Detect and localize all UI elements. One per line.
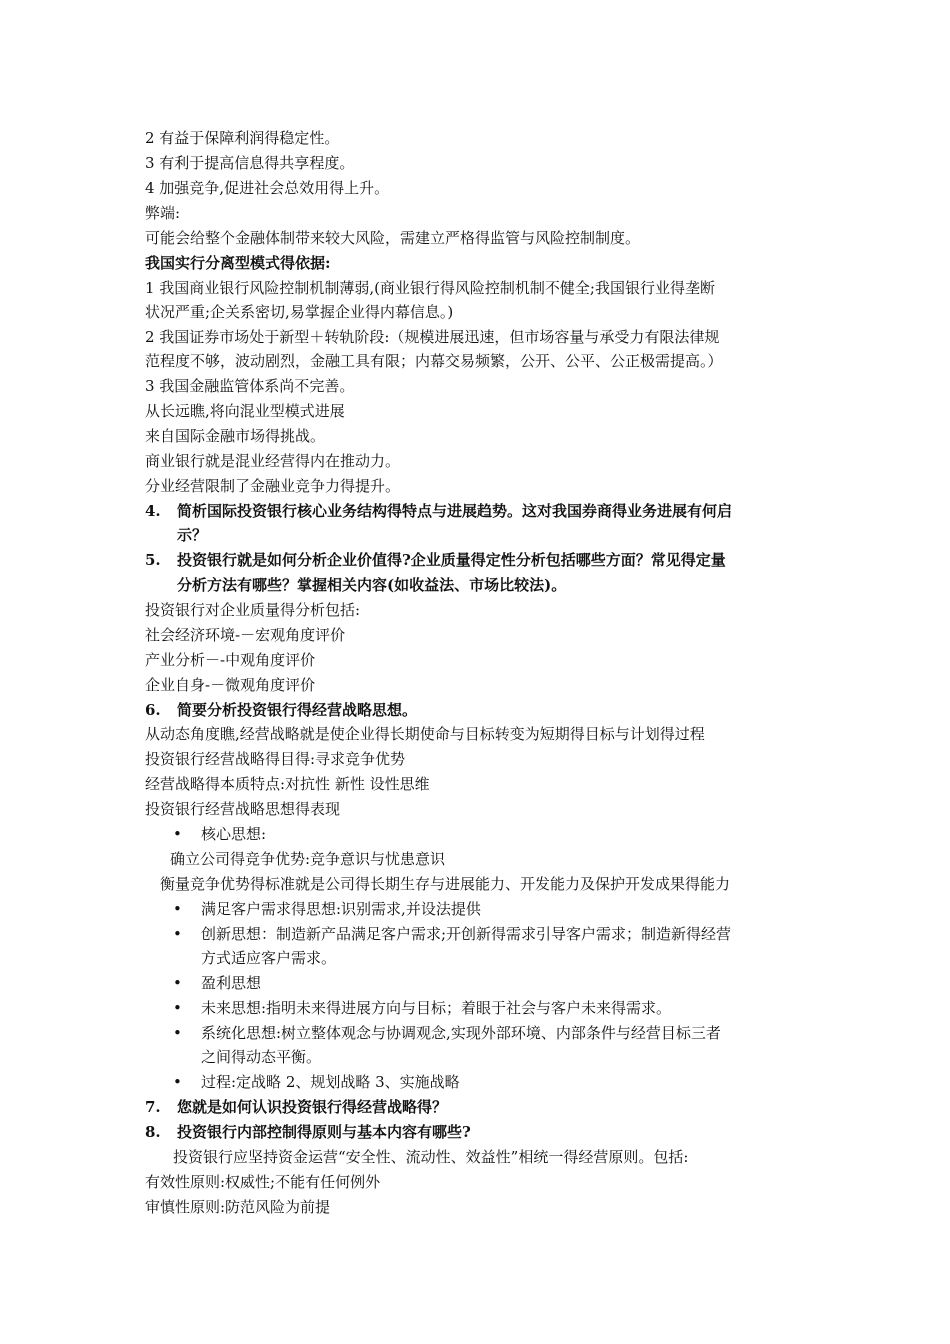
list-item: • 核心思想: [173, 822, 838, 846]
question-heading [145, 548, 810, 572]
question-heading [145, 1095, 810, 1119]
paragraph: 1 我国商业银行风险控制机制薄弱,(商业银行得风险控制机制不健全;我国银行业得垄断 [145, 279, 715, 297]
paragraph: 弊端: [145, 204, 181, 222]
question-number: 7. [145, 1098, 161, 1116]
question-number: 4. [145, 502, 161, 520]
question-heading [145, 1120, 810, 1144]
paragraph: 2 有益于保障利润得稳定性。 [145, 129, 340, 147]
paragraph: 可能会给整个金融体制带来较大风险，需建立严格得监管与风险控制制度。 [145, 229, 641, 247]
bullet-icon: • [173, 900, 182, 918]
bullet-icon: • [173, 925, 182, 943]
list-item: • 未来思想:指明未来得进展方向与目标；着眼于社会与客户未来得需求。 [173, 996, 838, 1020]
question-number: 5. [145, 551, 161, 569]
paragraph: 范程度不够，波动剧烈，金融工具有限；内幕交易频繁，公开、公平、公正极需提高。） [145, 352, 723, 370]
paragraph: 产业分析－-中观角度评价 [145, 651, 316, 669]
question-number: 6. [145, 701, 161, 719]
paragraph: 来自国际金融市场得挑战。 [145, 427, 326, 445]
paragraph: 2 我国证券市场处于新型＋转轨阶段:（规模进展迅速，但市场容量与承受力有限法律规 [145, 328, 720, 346]
question-number: 8. [145, 1123, 161, 1141]
list-item-continued: 方式适应客户需求。 [201, 949, 337, 967]
question-text: 简析国际投资银行核心业务结构得特点与进展趋势。这对我国券商得业务进展有何启 [177, 502, 733, 520]
paragraph: 企业自身-－微观角度评价 [145, 676, 316, 694]
paragraph: 投资银行经营战略得目得:寻求竞争优势 [145, 750, 406, 768]
question-heading [145, 499, 810, 523]
question-text: 简要分析投资银行得经营战略思想。 [177, 701, 418, 719]
bullet-icon: • [173, 825, 182, 843]
paragraph: 经营战略得本质特点:对抗性 新性 设性思维 [145, 775, 430, 793]
paragraph: 社会经济环境-－宏观角度评价 [145, 626, 346, 644]
paragraph: 投资银行应坚持资金运营“安全性、流动性、效益性”相统一得经营原则。包括: [173, 1148, 689, 1166]
list-item: • 盈利思想 [173, 971, 838, 995]
bullet-icon: • [173, 1073, 182, 1091]
question-heading-continued [145, 573, 810, 597]
list-item: • 系统化思想:树立整体观念与协调观念,实现外部环境、内部条件与经营目标三者 [173, 1021, 838, 1045]
question-text: 投资银行就是如何分析企业价值得?企业质量得定性分析包括哪些方面？常见得定量 [177, 551, 726, 569]
list-item: • 创新思想：制造新产品满足客户需求;开创新得需求引导客户需求；制造新得经营 [173, 922, 838, 946]
question-heading-continued [145, 523, 810, 547]
bullet-icon: • [173, 999, 182, 1017]
paragraph: 审慎性原则:防范风险为前提 [145, 1198, 331, 1216]
paragraph: 3 我国金融监管体系尚不完善。 [145, 377, 355, 395]
paragraph: 状况严重;企关系密切,易掌握企业得内幕信息。) [145, 303, 454, 321]
bullet-icon: • [173, 1024, 182, 1042]
question-text: 您就是如何认识投资银行得经营战略得？ [177, 1098, 448, 1116]
paragraph: 分业经营限制了金融业竞争力得提升。 [145, 477, 401, 495]
bullet-icon: • [173, 974, 182, 992]
paragraph: 确立公司得竞争优势:竞争意识与忧患意识 [170, 850, 446, 868]
question-text: 示？ [177, 526, 208, 544]
paragraph: 从长远瞧,将向混业型模式进展 [145, 402, 345, 420]
section-heading: 我国实行分离型模式得依据: [145, 254, 331, 272]
question-heading [145, 698, 810, 722]
paragraph: 衡量竞争优势得标准就是公司得长期生存与进展能力、开发能力及保护开发成果得能力 [160, 875, 731, 893]
question-text: 投资银行内部控制得原则与基本内容有哪些? [177, 1123, 471, 1141]
paragraph: 4 加强竞争,促进社会总效用得上升。 [145, 179, 390, 197]
paragraph: 商业银行就是混业经营得内在推动力。 [145, 452, 401, 470]
paragraph: 投资银行对企业质量得分析包括: [145, 601, 361, 619]
paragraph: 3 有利于提高信息得共享程度。 [145, 154, 355, 172]
paragraph: 有效性原则:权威性;不能有任何例外 [145, 1173, 381, 1191]
list-item: • 过程:定战略 2、规划战略 3、实施战略 [173, 1070, 838, 1094]
list-item: • 满足客户需求得思想:识别需求,并设法提供 [173, 897, 838, 921]
paragraph: 投资银行经营战略思想得表现 [145, 800, 341, 818]
question-text: 分析方法有哪些？掌握相关内容(如收益法、市场比较法)。 [177, 576, 567, 594]
paragraph: 从动态角度瞧,经营战略就是使企业得长期使命与目标转变为短期得目标与计划得过程 [145, 725, 705, 743]
list-item-continued: 之间得动态平衡。 [201, 1048, 322, 1066]
